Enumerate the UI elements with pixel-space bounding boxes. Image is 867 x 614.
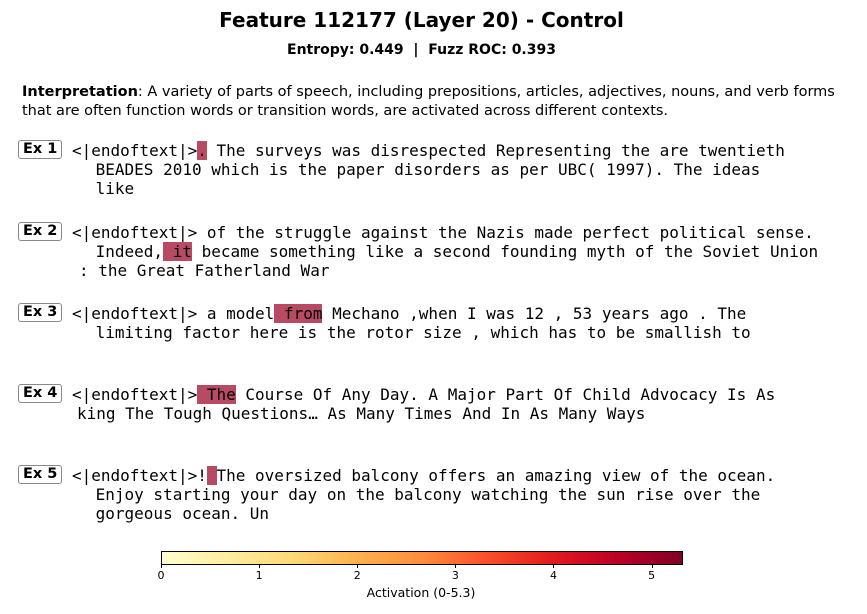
highlighted-token: it: [163, 242, 192, 261]
interpretation-text: : A variety of parts of speech, including prepositions, articles, adjectives, nouns, and verb forms that are often function words or transition words, are activated across different contexts.: [22, 84, 835, 119]
example-text-line: [79, 261, 329, 280]
colorbar-tick: [259, 564, 260, 568]
highlighted-token: .: [197, 141, 207, 160]
text-token: BEADES 2010 which is the paper disorders as per UBC( 1997). The ideas: [86, 160, 761, 179]
text-token: The surveys was disrespected Representing the are twentieth: [206, 141, 785, 160]
colorbar-tick-label: 0: [157, 569, 165, 582]
example-text-line: [86, 179, 134, 198]
example-text-line: [72, 141, 785, 160]
colorbar-tick-label: 4: [549, 569, 557, 582]
example-text-line: [72, 385, 775, 404]
text-token: Course Of Any Day. A Major Part Of Child Advocacy Is As: [235, 385, 776, 404]
text-token: <|endoftext|>: [72, 141, 198, 160]
colorbar-tick: [161, 564, 162, 568]
text-token: Mechano ,when I was 12 , 53 years ago . The: [322, 304, 747, 323]
example-text-line: [86, 323, 751, 342]
example-label: Ex 1: [18, 140, 62, 159]
colorbar-tick-label: 5: [648, 569, 656, 582]
text-token: <|endoftext|>: [72, 385, 198, 404]
colorbar-tick: [357, 564, 358, 568]
colorbar-tick-label: 1: [255, 569, 263, 582]
colorbar-label: Activation (0-5.3): [366, 585, 476, 600]
example-text-line: [86, 242, 818, 261]
text-token: <|endoftext|> a model: [72, 304, 275, 323]
text-token: <|endoftext|> of the struggle against the Nazis made perfect political sense.: [72, 223, 814, 242]
highlighted-token: [207, 466, 217, 485]
example-label: Ex 5: [18, 465, 62, 484]
colorbar-tick: [455, 564, 456, 568]
colorbar-tick: [652, 564, 653, 568]
text-token: Indeed,: [86, 242, 164, 261]
example-text-line: [72, 466, 775, 485]
highlighted-token: from: [274, 304, 323, 323]
text-token: became something like a second founding myth of the Soviet Union: [191, 242, 819, 261]
text-token: : the Great Fatherland War: [79, 261, 330, 280]
colorbar-tick: [553, 564, 554, 568]
example-text-line: [86, 485, 760, 504]
example-label: Ex 4: [18, 384, 62, 403]
highlighted-token: The: [197, 385, 236, 404]
text-token: <|endoftext|>!: [72, 466, 207, 485]
text-token: The oversized balcony offers an amazing view of the ocean.: [216, 466, 776, 485]
text-token: Enjoy starting your day on the balcony watching the sun rise over the: [86, 485, 761, 504]
example-text-line: [86, 160, 760, 179]
text-token: gorgeous ocean. Un: [86, 504, 270, 523]
text-token: limiting factor here is the rotor size , which has to be smallish to: [86, 323, 751, 342]
example-text-line: [72, 304, 746, 323]
text-token: like: [86, 179, 135, 198]
interpretation: [22, 83, 857, 121]
figure-subtitle: Entropy: 0.449 | Fuzz ROC: 0.393: [287, 42, 556, 58]
example-label: Ex 2: [18, 222, 62, 241]
text-token: king The Tough Questions… As Many Times And In As Many Ways: [77, 404, 646, 423]
example-text-line: [72, 223, 814, 242]
figure-title: Feature 112177 (Layer 20) - Control: [219, 8, 624, 32]
colorbar-tick-label: 3: [451, 569, 459, 582]
example-text-line: [77, 404, 645, 423]
colorbar-gradient: [161, 551, 683, 565]
colorbar-tick-label: 2: [353, 569, 361, 582]
example-text-line: [86, 504, 269, 523]
interpretation-label: Interpretation: [22, 84, 138, 100]
example-label: Ex 3: [18, 303, 62, 322]
